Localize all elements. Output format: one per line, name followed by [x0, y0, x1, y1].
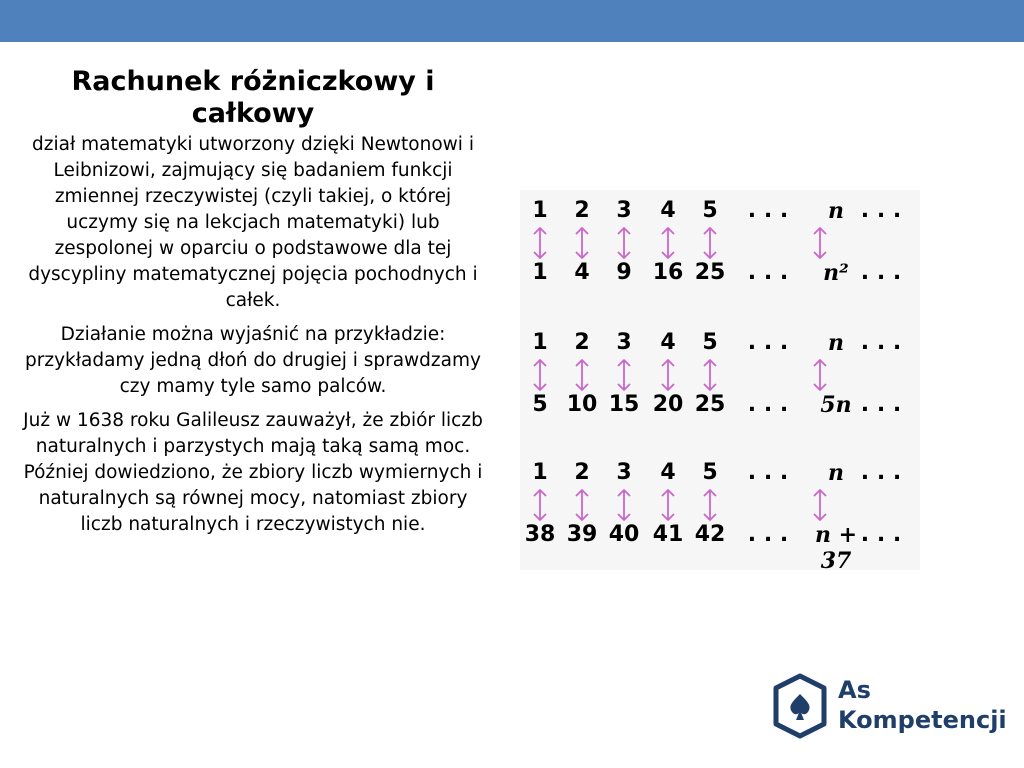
- figure-top-cell: 1: [532, 330, 548, 355]
- figure-top-cell: n: [828, 460, 844, 486]
- figure-top-cell: . . .: [860, 198, 902, 223]
- double-arrow-icon: [810, 488, 830, 522]
- figure-bottom-cell: 38: [524, 522, 556, 547]
- double-arrow-icon: [614, 488, 634, 522]
- double-arrow-icon: [530, 488, 550, 522]
- figure-bottom-cell: . . .: [747, 522, 789, 547]
- paragraph-galileo-text: Już w 1638 roku Galileusz zauważył, że zbiór liczb naturalnych i parzystych mają taką samą moc.: [23, 410, 483, 457]
- figure-top-cell: 5: [702, 198, 718, 223]
- figure-bottom-cell: . . .: [860, 392, 902, 417]
- figure-top-cell: n: [828, 198, 844, 224]
- figure-top-cell: 2: [574, 198, 590, 223]
- figure-top-cell: 5: [702, 460, 718, 485]
- paragraph-later-text: Później dowiedziono, że zbiory liczb wymiernych i naturalnych są równej mocy, natomiast zbiory liczb naturalnych i rzeczywistych nie.: [23, 462, 483, 535]
- double-arrow-icon: [614, 358, 634, 392]
- figure-top-cell: 5: [702, 330, 718, 355]
- double-arrow-icon: [530, 358, 550, 392]
- double-arrow-icon: [572, 358, 592, 392]
- figure-bottom-cell: 25: [694, 260, 726, 285]
- figure-top-cell: n: [828, 330, 844, 356]
- figure-bottom-cell: 1: [532, 260, 548, 285]
- figure-bottom-cell: . . .: [747, 260, 789, 285]
- figure-bottom-cell: 39: [566, 522, 598, 547]
- figure-bottom-cell: n²: [823, 260, 849, 286]
- figure-top-cell: 3: [616, 460, 632, 485]
- double-arrow-icon: [700, 226, 720, 260]
- double-arrow-icon: [530, 226, 550, 260]
- figure-top-cell: . . .: [860, 330, 902, 355]
- figure-bottom-cell: 9: [616, 260, 632, 285]
- figure-bottom-cell: . . .: [747, 392, 789, 417]
- figure-top-cell: 3: [616, 330, 632, 355]
- figure-bottom-cell: 42: [694, 522, 726, 547]
- figure-bottom-cell: 15: [608, 392, 640, 417]
- figure-top-cell: 1: [532, 198, 548, 223]
- figure-bottom-cell: 4: [574, 260, 590, 285]
- text-column: [22, 66, 484, 546]
- double-arrow-icon: [658, 488, 678, 522]
- figure-bottom-cell: 20: [652, 392, 684, 417]
- top-bar: [0, 0, 1024, 42]
- figure-bottom-cell: 16: [652, 260, 684, 285]
- paragraph-example: Działanie można wyjaśnić na przykładzie: przykładamy jedną dłoń do drugiej i sprawdzamy czy mamy tyle samo palców.: [25, 324, 481, 397]
- double-arrow-icon: [658, 358, 678, 392]
- logo-line1: As: [838, 676, 871, 704]
- paragraph-galileo: [22, 408, 484, 538]
- figure-top-cell: . . .: [747, 198, 789, 223]
- double-arrow-icon: [700, 488, 720, 522]
- figure-top-cell: . . .: [747, 460, 789, 485]
- figure-top-cell: 2: [574, 460, 590, 485]
- double-arrow-icon: [810, 226, 830, 260]
- logo-line2: Kompetencji: [838, 706, 1007, 734]
- slide-title: Rachunek różniczkowy i całkowy: [71, 66, 435, 129]
- figure-top-cell: 2: [574, 330, 590, 355]
- double-arrow-icon: [700, 358, 720, 392]
- figure-bottom-cell: 25: [694, 392, 726, 417]
- figure-bottom-cell: . . .: [860, 260, 902, 285]
- figure-bottom-cell: 5: [532, 392, 548, 417]
- figure-bottom-cell: 5n: [820, 392, 852, 418]
- double-arrow-icon: [810, 358, 830, 392]
- figure-top-cell: 1: [532, 460, 548, 485]
- logo: [770, 672, 1007, 742]
- figure-bottom-cell: 10: [566, 392, 598, 417]
- figure-top-cell: 4: [660, 198, 676, 223]
- double-arrow-icon: [572, 226, 592, 260]
- double-arrow-icon: [614, 226, 634, 260]
- figure-bottom-cell: n + 37: [814, 522, 858, 574]
- double-arrow-icon: [572, 488, 592, 522]
- bijection-figure: [520, 190, 920, 574]
- figure-top-cell: 3: [616, 198, 632, 223]
- figure-top-cell: 4: [660, 460, 676, 485]
- figure-top-cell: . . .: [747, 330, 789, 355]
- figure-top-cell: . . .: [860, 460, 902, 485]
- figure-bottom-cell: . . .: [860, 522, 902, 547]
- paragraph-definition: dział matematyki utworzony dzięki Newtonowi i Leibnizowi, zajmujący się badaniem funkcji zmiennej rzeczywistej (czyli takiej, o której uczymy się na lekcjach matematyki) lub zespolonej w oparciu o podstawowe dla tej dyscypliny matematycznej pojęcia pochodnych i całek.: [28, 134, 478, 311]
- double-arrow-icon: [658, 226, 678, 260]
- figure-bottom-cell: 40: [608, 522, 640, 547]
- figure-bottom-cell: 41: [652, 522, 684, 547]
- figure-top-cell: 4: [660, 330, 676, 355]
- logo-emblem-icon: [770, 672, 830, 740]
